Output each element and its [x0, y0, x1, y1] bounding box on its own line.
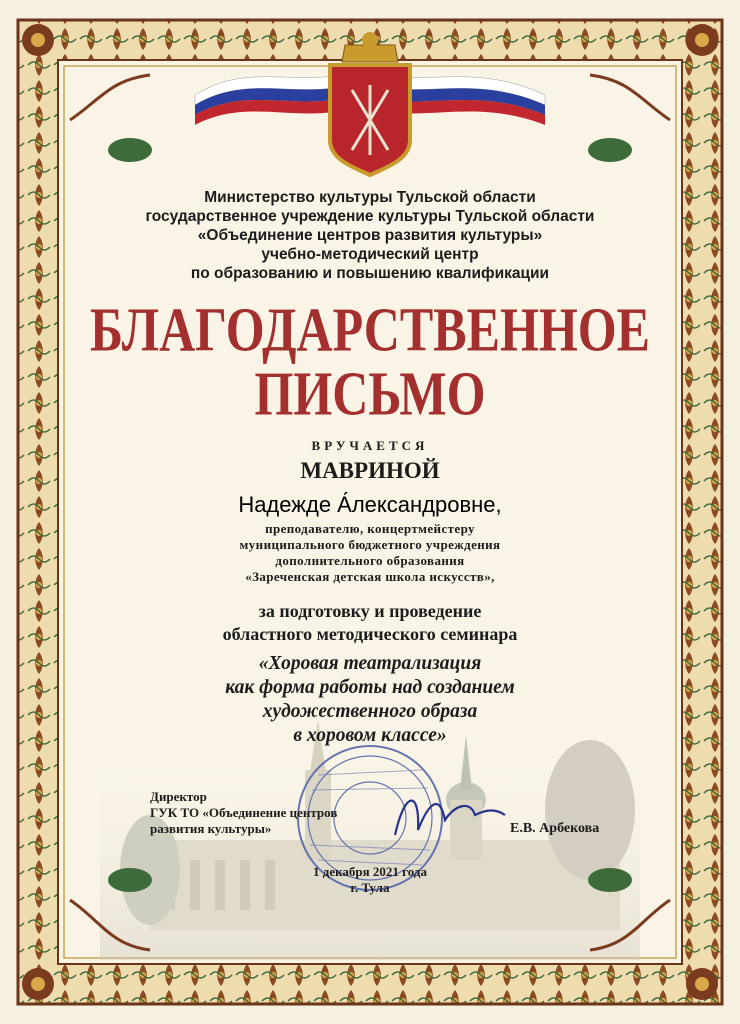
- director-title-2: ГУК ТО «Объединение центров: [150, 805, 338, 820]
- org-line-1: Министерство культуры Тульской области: [204, 189, 536, 206]
- theme-line-4: в хоровом классе»: [293, 725, 447, 746]
- reason-line-1: за подготовку и проведение: [258, 601, 482, 621]
- theme-line-3: художественного образа: [262, 701, 478, 722]
- presented-label: ВРУЧАЕТСЯ: [311, 438, 429, 453]
- issue-date: 1 декабря 2021 года: [313, 864, 427, 879]
- org-line-2: государственное учреждение культуры Тульской области: [145, 208, 595, 225]
- reason-line-2: областного методического семинара: [222, 624, 518, 644]
- title-line-1: БЛАГОДАРСТВЕННОЕ: [90, 294, 650, 364]
- issue-city: г. Тула: [350, 880, 390, 895]
- director-title-3: развития культуры»: [150, 821, 272, 836]
- director-name: Е.В. Арбекова: [510, 821, 600, 836]
- recipient-surname: МАВРИНОЙ: [300, 458, 440, 483]
- position-line-4: «Зареченская детская школа искусств»,: [245, 569, 495, 584]
- theme-line-2: как форма работы над созданием: [225, 677, 515, 698]
- org-line-3: «Объединение центров развития культуры»: [197, 227, 543, 244]
- theme-line-1: «Хоровая театрализация: [258, 653, 482, 674]
- position-line-3: дополнительного образования: [275, 553, 465, 568]
- position-line-1: преподавателю, концертмейстеру: [265, 521, 475, 536]
- position-line-2: муниципального бюджетного учреждения: [239, 537, 501, 552]
- org-line-4: учебно-методический центр: [261, 246, 479, 263]
- recipient-name: Надежде А́лександровне,: [238, 492, 502, 517]
- director-title-1: Директор: [150, 789, 207, 804]
- title-line-2: ПИСЬМО: [254, 358, 486, 428]
- org-line-5: по образованию и повышению квалификации: [190, 265, 550, 282]
